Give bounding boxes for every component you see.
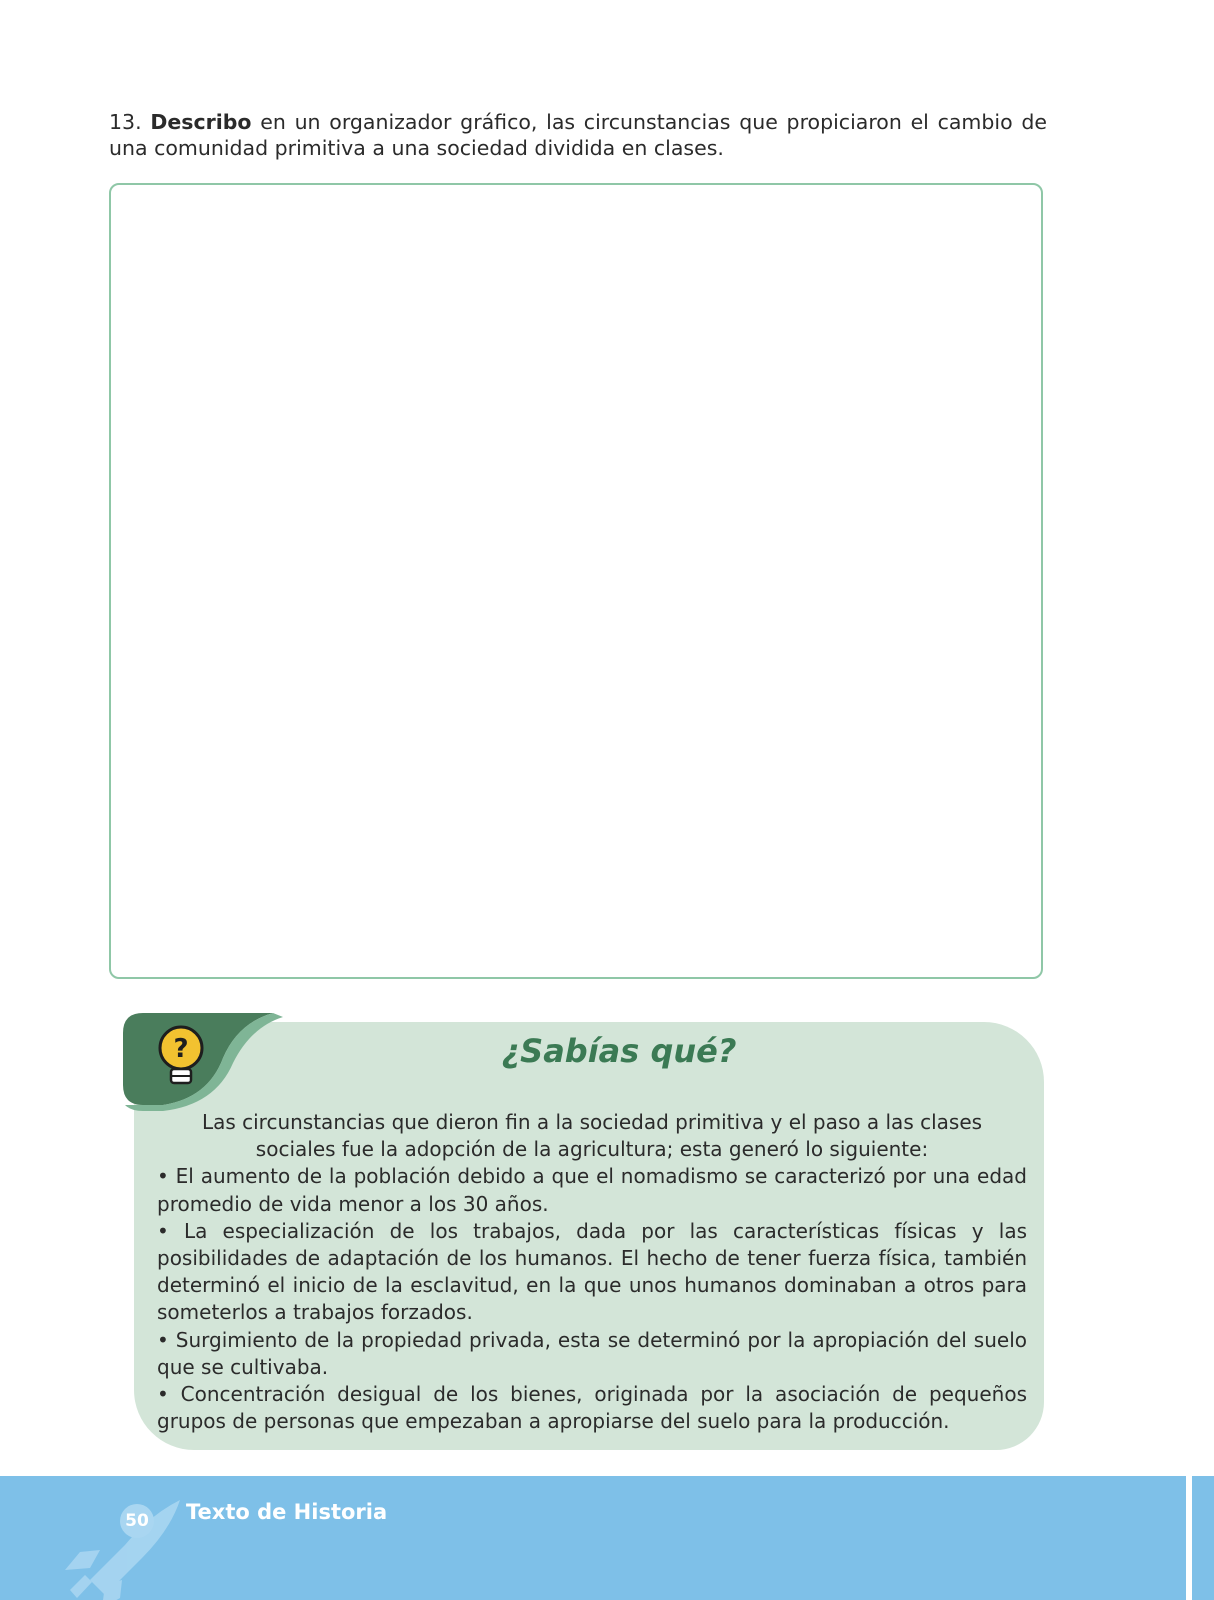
rocket-icon [50, 1470, 200, 1600]
svg-text:?: ? [173, 1034, 189, 1064]
page-number: 50 [120, 1504, 154, 1538]
sabias-title: ¿Sabías qué? [501, 1032, 737, 1070]
sabias-body [157, 1109, 1027, 1435]
footer-stripe [1186, 1476, 1192, 1600]
sabias-bullet: • Surgimiento de la propiedad privada, esta se determinó por la apropiación del suelo que se cultivaba. [157, 1327, 1027, 1379]
sabias-intro: Las circunstancias que dieron fin a la sociedad primitiva y el paso a las clases sociales fue la adopción de la agricultura; esta generó lo siguiente: [201, 1110, 983, 1162]
question-number: 13. [109, 110, 142, 134]
sabias-bullet: • Concentración desigual de los bienes, originada por la asociación de pequeños grupos de personas que empezaban a apropiarse del suelo para la producción. [157, 1382, 1027, 1434]
question-13 [109, 109, 1047, 161]
footer-title: Texto de Historia [186, 1500, 388, 1524]
sabias-bullet: • La especialización de los trabajos, dada por las características físicas y las posibilidades de adaptación de los humanos. El hecho de tener fuerza física, también determinó el inicio de la esclavitud, en la que unos humanos dominaban a otros para someterlos a trabajos forzados. [157, 1218, 1027, 1325]
sabias-bullet: • El aumento de la población debido a que el nomadismo se caracterizó por una edad promedio de vida menor a los 30 años. [157, 1164, 1027, 1216]
question-text: en un organizador gráfico, las circunstancias que propiciaron el cambio de una comunidad primitiva a una sociedad dividida en clases. [109, 110, 1047, 160]
question-verb: Describo [150, 110, 252, 134]
answer-box[interactable] [109, 183, 1043, 979]
